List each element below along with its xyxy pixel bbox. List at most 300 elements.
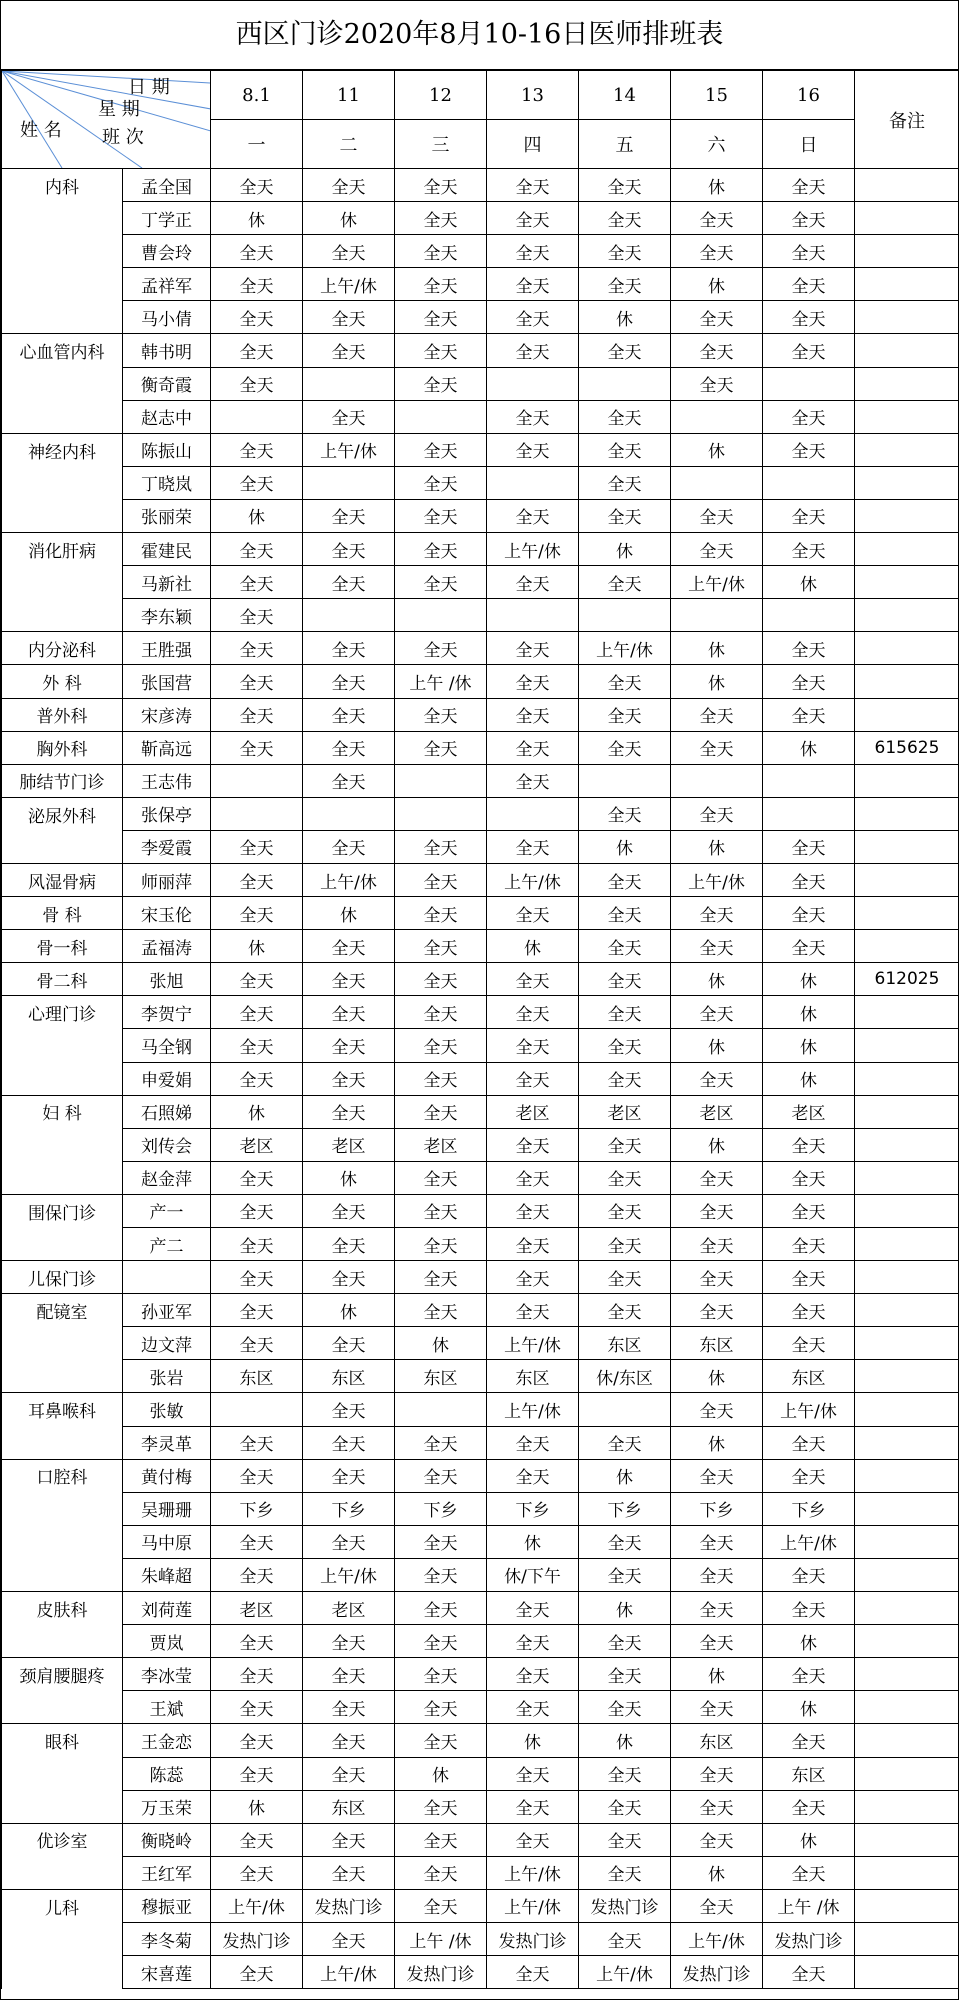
department-cell — [2, 1956, 123, 1989]
shift-cell: 全天 — [579, 797, 671, 830]
shift-cell — [671, 764, 763, 797]
shift-cell: 全天 — [579, 1922, 671, 1955]
department-cell — [2, 1360, 123, 1393]
remark-cell: 615625 — [855, 731, 959, 764]
department-cell: 风湿骨病 — [2, 863, 123, 896]
shift-cell: 全天 — [763, 1294, 855, 1327]
department-cell — [2, 1790, 123, 1823]
shift-cell: 全天 — [303, 334, 395, 367]
shift-cell: 全天 — [763, 169, 855, 202]
shift-cell: 东区 — [395, 1360, 487, 1393]
shift-cell — [671, 466, 763, 499]
shift-cell: 全天 — [487, 1691, 579, 1724]
shift-cell: 全天 — [671, 1261, 763, 1294]
shift-cell: 休 — [303, 1294, 395, 1327]
table-row — [2, 1922, 959, 1955]
shift-cell: 全天 — [395, 632, 487, 665]
remark-cell — [855, 1261, 959, 1294]
shift-cell: 全天 — [579, 1128, 671, 1161]
remark-cell — [855, 268, 959, 301]
shift-cell: 全天 — [211, 169, 303, 202]
table-row — [2, 797, 959, 830]
shift-cell: 上午/休 — [303, 863, 395, 896]
doctor-name-cell: 申爱娟 — [123, 1062, 211, 1095]
shift-cell: 全天 — [303, 301, 395, 334]
shift-cell: 全天 — [211, 632, 303, 665]
remark-cell — [855, 533, 959, 566]
shift-cell — [487, 599, 579, 632]
corner-shift-label: 班 次 — [102, 127, 144, 148]
table-row — [2, 1327, 959, 1360]
table-row — [2, 1029, 959, 1062]
table-row — [2, 400, 959, 433]
table-row — [2, 1294, 959, 1327]
remark-cell — [855, 1360, 959, 1393]
shift-cell: 全天 — [395, 169, 487, 202]
shift-cell: 全天 — [211, 1625, 303, 1658]
shift-cell: 全天 — [395, 1294, 487, 1327]
shift-cell: 老区 — [487, 1095, 579, 1128]
doctor-name-cell: 衡奇霞 — [123, 367, 211, 400]
shift-cell: 上午/休 — [579, 632, 671, 665]
shift-cell: 发热门诊 — [763, 1922, 855, 1955]
shift-cell: 全天 — [487, 1261, 579, 1294]
department-cell: 眼科 — [2, 1724, 123, 1757]
shift-cell: 全天 — [303, 1691, 395, 1724]
shift-cell: 全天 — [579, 1691, 671, 1724]
department-cell: 妇 科 — [2, 1095, 123, 1128]
shift-cell: 全天 — [487, 268, 579, 301]
doctor-name-cell: 张丽荣 — [123, 499, 211, 532]
doctor-name-cell: 张国营 — [123, 665, 211, 698]
shift-cell: 全天 — [487, 1161, 579, 1194]
remark-cell — [855, 1956, 959, 1989]
shift-cell: 全天 — [579, 1062, 671, 1095]
table-row — [2, 1426, 959, 1459]
remark-cell — [855, 1592, 959, 1625]
table-row — [2, 1360, 959, 1393]
shift-cell: 全天 — [487, 731, 579, 764]
shift-cell: 全天 — [487, 1625, 579, 1658]
department-cell: 骨二科 — [2, 963, 123, 996]
shift-cell — [579, 1393, 671, 1426]
shift-cell: 全天 — [487, 897, 579, 930]
shift-cell — [395, 400, 487, 433]
date-header: 11 — [303, 71, 395, 120]
shift-cell: 全天 — [671, 1062, 763, 1095]
shift-cell: 全天 — [671, 334, 763, 367]
shift-cell: 东区 — [303, 1790, 395, 1823]
doctor-name-cell: 孙亚军 — [123, 1294, 211, 1327]
doctor-name-cell: 王金恋 — [123, 1724, 211, 1757]
table-row — [2, 1261, 959, 1294]
shift-cell: 老区 — [303, 1592, 395, 1625]
department-cell: 普外科 — [2, 698, 123, 731]
department-cell — [2, 1426, 123, 1459]
shift-cell: 全天 — [211, 466, 303, 499]
shift-cell: 全天 — [579, 897, 671, 930]
shift-cell: 休 — [671, 1426, 763, 1459]
doctor-name-cell: 宋喜莲 — [123, 1956, 211, 1989]
shift-cell: 发热门诊 — [671, 1956, 763, 1989]
shift-cell: 上午/休 — [487, 863, 579, 896]
shift-cell: 全天 — [579, 1194, 671, 1227]
remark-cell — [855, 632, 959, 665]
shift-cell: 全天 — [671, 797, 763, 830]
department-cell — [2, 466, 123, 499]
remark-cell — [855, 1294, 959, 1327]
shift-cell: 全天 — [395, 301, 487, 334]
shift-cell: 全天 — [303, 1029, 395, 1062]
shift-cell: 全天 — [487, 963, 579, 996]
department-cell: 外 科 — [2, 665, 123, 698]
weekday-header: 二 — [303, 120, 395, 169]
shift-cell: 东区 — [763, 1757, 855, 1790]
shift-cell: 全天 — [763, 930, 855, 963]
shift-cell: 全天 — [763, 665, 855, 698]
table-row — [2, 268, 959, 301]
shift-cell: 全天 — [487, 632, 579, 665]
shift-cell: 全天 — [395, 1592, 487, 1625]
shift-cell: 全天 — [395, 268, 487, 301]
date-header: 15 — [671, 71, 763, 120]
shift-cell: 全天 — [211, 1757, 303, 1790]
shift-cell: 全天 — [303, 169, 395, 202]
shift-cell: 全天 — [763, 433, 855, 466]
department-cell — [2, 1757, 123, 1790]
shift-cell: 全天 — [395, 1228, 487, 1261]
date-header: 16 — [763, 71, 855, 120]
shift-cell — [763, 599, 855, 632]
department-cell: 骨 科 — [2, 897, 123, 930]
shift-cell: 上午/休 — [211, 1889, 303, 1922]
remark-cell — [855, 202, 959, 235]
remark-cell — [855, 897, 959, 930]
shift-cell: 全天 — [579, 731, 671, 764]
shift-cell: 全天 — [671, 1194, 763, 1227]
shift-cell: 全天 — [303, 1261, 395, 1294]
table-row — [2, 897, 959, 930]
department-cell: 消化肝病 — [2, 533, 123, 566]
table-row — [2, 764, 959, 797]
table-row — [2, 1128, 959, 1161]
shift-cell: 全天 — [579, 1294, 671, 1327]
shift-cell: 东区 — [303, 1360, 395, 1393]
shift-cell: 全天 — [763, 1558, 855, 1591]
shift-cell: 休 — [487, 1724, 579, 1757]
shift-cell: 全天 — [395, 698, 487, 731]
shift-cell: 全天 — [763, 1194, 855, 1227]
remark-cell — [855, 367, 959, 400]
shift-cell: 全天 — [303, 1525, 395, 1558]
shift-cell: 全天 — [395, 334, 487, 367]
table-row — [2, 1161, 959, 1194]
shift-cell: 休 — [671, 1360, 763, 1393]
remark-cell — [855, 1823, 959, 1856]
shift-cell: 全天 — [395, 1658, 487, 1691]
shift-cell: 全天 — [579, 1625, 671, 1658]
remark-cell — [855, 1724, 959, 1757]
doctor-name-cell: 李冰莹 — [123, 1658, 211, 1691]
remark-cell — [855, 764, 959, 797]
shift-cell: 下乡 — [303, 1492, 395, 1525]
table-row — [2, 533, 959, 566]
shift-cell: 全天 — [395, 863, 487, 896]
department-cell — [2, 1161, 123, 1194]
doctor-name-cell: 马全钢 — [123, 1029, 211, 1062]
doctor-name-cell: 产一 — [123, 1194, 211, 1227]
shift-cell: 全天 — [211, 963, 303, 996]
shift-cell: 全天 — [303, 665, 395, 698]
shift-cell: 休 — [763, 1029, 855, 1062]
department-cell — [2, 830, 123, 863]
remark-cell — [855, 301, 959, 334]
corner-date-label: 日 期 — [128, 77, 170, 98]
doctor-name-cell: 贾岚 — [123, 1625, 211, 1658]
shift-cell: 休 — [671, 268, 763, 301]
shift-cell: 全天 — [763, 499, 855, 532]
remark-cell — [855, 1459, 959, 1492]
department-cell — [2, 1228, 123, 1261]
shift-cell: 全天 — [303, 499, 395, 532]
shift-cell — [211, 1393, 303, 1426]
shift-cell: 休 — [579, 830, 671, 863]
shift-cell: 上午/休 — [487, 1889, 579, 1922]
remark-header: 备注 — [855, 71, 959, 169]
shift-cell: 全天 — [395, 235, 487, 268]
weekday-header: 六 — [671, 120, 763, 169]
department-cell: 儿科 — [2, 1889, 123, 1922]
shift-cell: 全天 — [763, 1790, 855, 1823]
shift-cell: 全天 — [487, 1823, 579, 1856]
shift-cell — [671, 400, 763, 433]
doctor-name-cell: 马小倩 — [123, 301, 211, 334]
shift-cell: 全天 — [763, 1592, 855, 1625]
shift-cell: 全天 — [395, 367, 487, 400]
shift-cell: 休 — [671, 1856, 763, 1889]
shift-cell: 全天 — [303, 566, 395, 599]
shift-cell: 东区 — [211, 1360, 303, 1393]
shift-cell: 全天 — [763, 897, 855, 930]
shift-cell: 东区 — [671, 1724, 763, 1757]
shift-cell: 全天 — [487, 169, 579, 202]
doctor-name-cell: 王志伟 — [123, 764, 211, 797]
shift-cell: 全天 — [211, 1823, 303, 1856]
shift-cell: 全天 — [395, 466, 487, 499]
shift-cell: 全天 — [487, 1029, 579, 1062]
remark-cell — [855, 235, 959, 268]
shift-cell: 全天 — [395, 499, 487, 532]
shift-cell: 全天 — [211, 1724, 303, 1757]
shift-cell: 全天 — [395, 1691, 487, 1724]
doctor-name-cell: 张岩 — [123, 1360, 211, 1393]
shift-cell: 全天 — [395, 897, 487, 930]
shift-cell: 上午 /休 — [395, 1922, 487, 1955]
doctor-name-cell: 王斌 — [123, 1691, 211, 1724]
remark-cell — [855, 599, 959, 632]
shift-cell: 全天 — [303, 830, 395, 863]
department-cell: 骨一科 — [2, 930, 123, 963]
date-header: 8.1 — [211, 71, 303, 120]
remark-cell — [855, 1757, 959, 1790]
department-cell — [2, 499, 123, 532]
shift-cell: 休 — [303, 1161, 395, 1194]
shift-cell: 全天 — [303, 1724, 395, 1757]
doctor-name-cell: 产二 — [123, 1228, 211, 1261]
shift-cell: 全天 — [579, 1558, 671, 1591]
shift-cell: 全天 — [579, 1856, 671, 1889]
remark-cell — [855, 1062, 959, 1095]
table-row — [2, 1757, 959, 1790]
corner-week-label: 星 期 — [98, 99, 140, 120]
shift-cell: 全天 — [211, 268, 303, 301]
shift-cell: 全天 — [211, 897, 303, 930]
shift-cell: 全天 — [579, 235, 671, 268]
shift-cell: 东区 — [671, 1327, 763, 1360]
doctor-name-cell: 刘传会 — [123, 1128, 211, 1161]
table-row — [2, 367, 959, 400]
shift-cell: 全天 — [303, 731, 395, 764]
shift-cell: 全天 — [487, 1194, 579, 1227]
table-row — [2, 1459, 959, 1492]
remark-cell — [855, 797, 959, 830]
shift-cell: 全天 — [211, 1062, 303, 1095]
doctor-name-cell: 孟全国 — [123, 169, 211, 202]
shift-cell: 休 — [763, 566, 855, 599]
shift-cell — [763, 466, 855, 499]
shift-cell: 全天 — [487, 1592, 579, 1625]
page-title: 西区门诊2020年8月10-16日医师排班表 — [1, 1, 958, 70]
doctor-name-cell: 李灵革 — [123, 1426, 211, 1459]
shift-cell: 上午/休 — [763, 1393, 855, 1426]
shift-cell: 全天 — [211, 235, 303, 268]
department-cell — [2, 235, 123, 268]
shift-cell: 全天 — [579, 1426, 671, 1459]
weekday-header: 五 — [579, 120, 671, 169]
shift-cell: 全天 — [211, 599, 303, 632]
shift-cell: 休 — [763, 1625, 855, 1658]
remark-cell — [855, 1228, 959, 1261]
department-cell: 内科 — [2, 169, 123, 202]
department-cell — [2, 1128, 123, 1161]
department-cell: 优诊室 — [2, 1823, 123, 1856]
shift-cell: 全天 — [487, 334, 579, 367]
schedule-table — [1, 70, 959, 1989]
shift-cell: 发热门诊 — [487, 1922, 579, 1955]
table-row — [2, 466, 959, 499]
shift-cell: 全天 — [395, 930, 487, 963]
shift-cell: 发热门诊 — [211, 1922, 303, 1955]
shift-cell: 全天 — [763, 533, 855, 566]
table-row — [2, 632, 959, 665]
shift-cell: 全天 — [303, 1856, 395, 1889]
shift-cell: 休 — [579, 1592, 671, 1625]
weekday-header: 三 — [395, 120, 487, 169]
remark-cell — [855, 698, 959, 731]
remark-cell — [855, 433, 959, 466]
table-row — [2, 235, 959, 268]
department-cell: 心血管内科 — [2, 334, 123, 367]
department-cell — [2, 367, 123, 400]
remark-cell — [855, 863, 959, 896]
table-row — [2, 1525, 959, 1558]
shift-cell — [487, 797, 579, 830]
table-row — [2, 202, 959, 235]
shift-cell: 全天 — [303, 1823, 395, 1856]
shift-cell: 全天 — [671, 1889, 763, 1922]
table-row — [2, 1095, 959, 1128]
weekday-header: 一 — [211, 120, 303, 169]
shift-cell: 全天 — [763, 1658, 855, 1691]
table-row — [2, 1492, 959, 1525]
doctor-name-cell: 张敏 — [123, 1393, 211, 1426]
shift-cell: 全天 — [671, 731, 763, 764]
shift-cell: 全天 — [487, 1294, 579, 1327]
department-cell: 泌尿外科 — [2, 797, 123, 830]
department-cell: 配镜室 — [2, 1294, 123, 1327]
shift-cell: 上午/休 — [671, 566, 763, 599]
doctor-name-cell: 宋彦涛 — [123, 698, 211, 731]
shift-cell: 全天 — [303, 698, 395, 731]
department-cell: 心理门诊 — [2, 996, 123, 1029]
shift-cell: 全天 — [579, 400, 671, 433]
doctor-name-cell: 孟祥军 — [123, 268, 211, 301]
department-cell — [2, 1558, 123, 1591]
department-cell — [2, 1029, 123, 1062]
remark-cell — [855, 1922, 959, 1955]
shift-cell: 全天 — [487, 698, 579, 731]
shift-cell: 休 — [487, 1525, 579, 1558]
shift-cell: 全天 — [395, 1029, 487, 1062]
remark-cell — [855, 499, 959, 532]
date-header: 12 — [395, 71, 487, 120]
shift-cell — [671, 599, 763, 632]
table-row — [2, 499, 959, 532]
shift-cell: 发热门诊 — [395, 1956, 487, 1989]
doctor-name-cell: 靳高远 — [123, 731, 211, 764]
remark-cell — [855, 996, 959, 1029]
doctor-name-cell: 赵金萍 — [123, 1161, 211, 1194]
shift-cell: 下乡 — [671, 1492, 763, 1525]
shift-cell — [395, 1393, 487, 1426]
doctor-name-cell: 师丽萍 — [123, 863, 211, 896]
shift-cell: 全天 — [487, 301, 579, 334]
shift-cell: 休 — [211, 1095, 303, 1128]
shift-cell: 全天 — [579, 996, 671, 1029]
table-row — [2, 996, 959, 1029]
remark-cell — [855, 1525, 959, 1558]
shift-cell: 全天 — [671, 235, 763, 268]
shift-cell: 全天 — [303, 1625, 395, 1658]
shift-cell: 全天 — [579, 268, 671, 301]
shift-cell: 全天 — [303, 400, 395, 433]
shift-cell: 全天 — [303, 1757, 395, 1790]
shift-cell: 全天 — [763, 863, 855, 896]
shift-cell: 全天 — [395, 533, 487, 566]
shift-cell: 全天 — [763, 632, 855, 665]
shift-cell — [211, 400, 303, 433]
shift-cell — [579, 367, 671, 400]
remark-cell — [855, 1161, 959, 1194]
shift-cell: 下乡 — [763, 1492, 855, 1525]
table-row — [2, 1889, 959, 1922]
shift-cell: 全天 — [303, 930, 395, 963]
shift-cell: 全天 — [671, 1592, 763, 1625]
shift-cell: 全天 — [303, 1459, 395, 1492]
shift-cell: 发热门诊 — [579, 1889, 671, 1922]
shift-cell: 全天 — [395, 1856, 487, 1889]
shift-cell: 东区 — [579, 1327, 671, 1360]
